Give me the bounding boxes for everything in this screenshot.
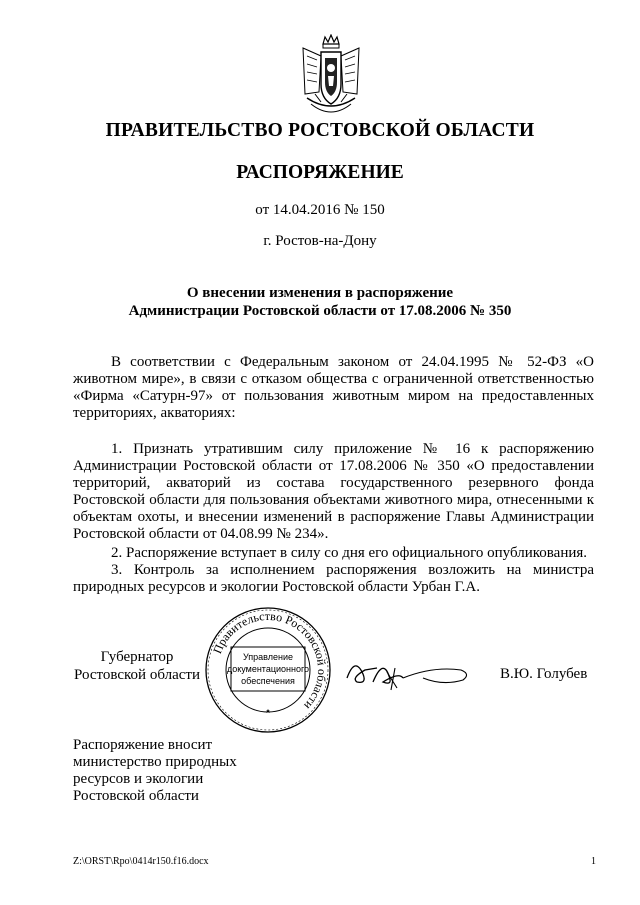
subject-line-1: О внесении изменения в распоряжение: [186, 285, 454, 301]
signatory-title-line-2: Ростовской области: [74, 667, 200, 683]
official-seal-icon: [203, 605, 333, 735]
signatory-title: [70, 648, 204, 684]
introduced-by-line-2: министерство природных: [73, 754, 237, 770]
seal-center-line-3: обеспечения: [241, 676, 295, 686]
item-2-paragraph: [73, 545, 594, 562]
coat-of-arms-icon: [295, 34, 367, 122]
item-3-paragraph: [73, 562, 594, 596]
item-1-paragraph: [73, 441, 594, 543]
handwritten-signature-icon: [343, 648, 473, 698]
preamble-text: В соответствии с Федеральным законом от 24.04.1995 № 52-ФЗ «О животном мире», в связи с отказом общества с ограниченной ответственностью «Фирма «Сатурн-97» от пользования животным миром на предоставленных территориях, акваториях:: [73, 354, 594, 421]
subject-line-2: Администрации Ростовской области от 17.08.2006 № 350: [128, 303, 512, 319]
preamble-paragraph: [73, 354, 594, 422]
document-subject: [0, 284, 640, 320]
seal-center-line-2: документационного: [226, 664, 310, 674]
introduced-by-block: [73, 737, 237, 805]
document-type: РАСПОРЯЖЕНИЕ: [236, 162, 404, 183]
introduced-by-line-1: Распоряжение вносит: [73, 737, 213, 753]
footer-file-path: Z:\ORST\Rpo\0414r150.f16.docx: [73, 856, 209, 867]
document-date-number: от 14.04.2016 № 150: [255, 202, 385, 218]
item-3-text: 3. Контроль за исполнением распоряжения возложить на министра природных ресурсов и экологии Ростовской области Урбан Г.А.: [73, 562, 594, 595]
signatory-title-line-1: Губернатор: [100, 649, 174, 665]
document-place: г. Ростов-на-Дону: [263, 233, 377, 249]
footer-page-number: 1: [591, 856, 596, 867]
item-2-text: 2. Распоряжение вступает в силу со дня его официального опубликования.: [111, 545, 588, 561]
introduced-by-line-4: Ростовской области: [73, 788, 199, 804]
seal-center-line-1: Управление: [242, 652, 294, 662]
item-1-text: 1. Признать утратившим силу приложение № 16 к распоряжению Администрации Ростовской области от 17.08.2006 № 350 «О предоставлении территорий, акваторий из состава государственного резервного фонда Ростовской области для пользования объектами животного мира, отнесенными к объектам охоты, и внесении изменений в распоряжение Главы Администрации Ростовской области от 04.08.99 № 234».: [73, 441, 594, 542]
organization-title: ПРАВИТЕЛЬСТВО РОСТОВСКОЙ ОБЛАСТИ: [105, 120, 535, 141]
signer-name: В.Ю. Голубев: [500, 666, 588, 682]
introduced-by-line-3: ресурсов и экологии: [73, 771, 204, 787]
seal-ring-text: Правительство Ростовской области: [210, 608, 330, 713]
